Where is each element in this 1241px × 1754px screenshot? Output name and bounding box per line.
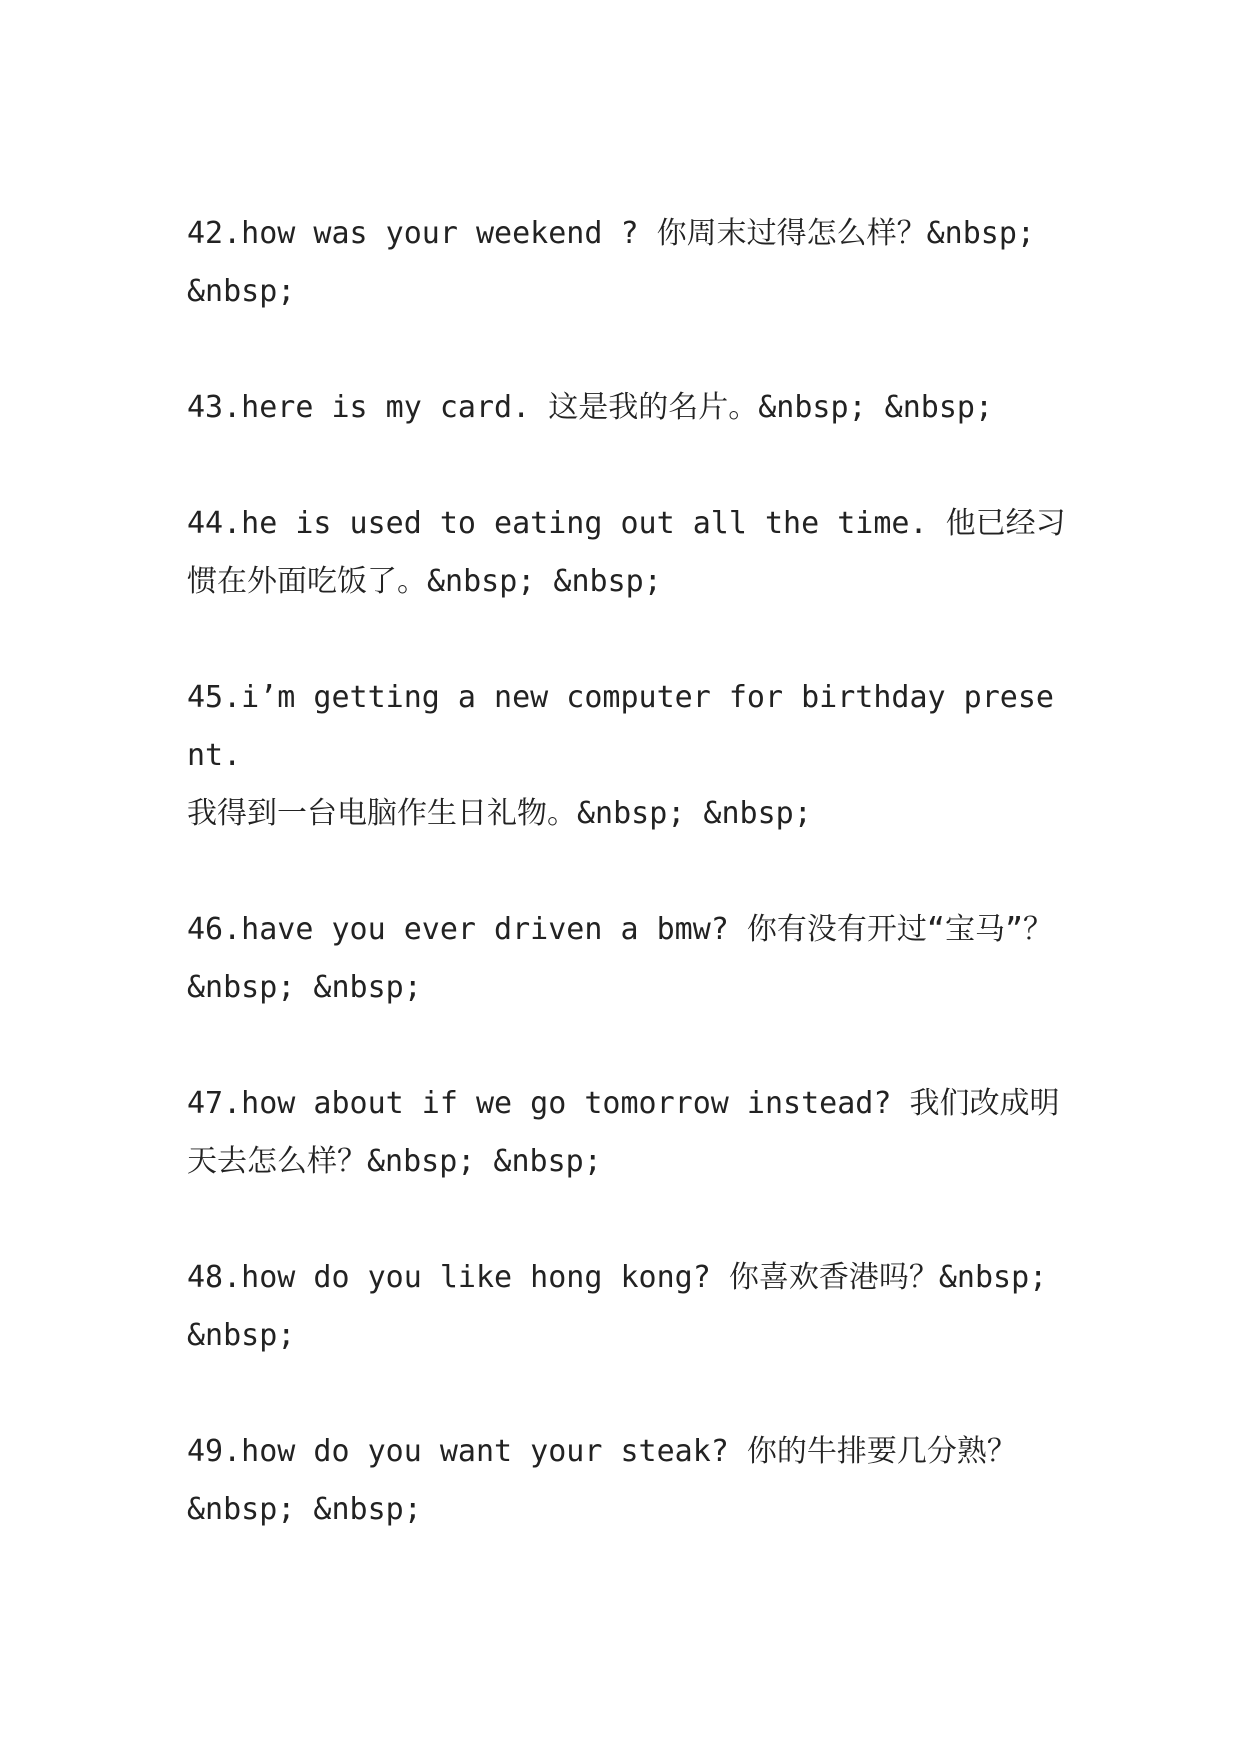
phrase-entry-43: 43.here is my card. 这是我的名片。&nbsp; &nbsp; [187,390,994,425]
phrase-entry-42: 42.how was your weekend ? 你周末过得怎么样？&nbsp; &nbsp; [187,216,1035,309]
phrase-entry-44: 44.he is used to eating out all the time. 他已经习 惯在外面吃饭了。&nbsp; &nbsp; [187,506,1066,599]
phrase-entry-48: 48.how do you like hong kong? 你喜欢香港吗？&nbsp; &nbsp; [187,1260,1048,1353]
phrase-entry-45: 45.i’m getting a new computer for birthday present. 我得到一台电脑作生日礼物。&nbsp; &nbsp; [187,680,1054,831]
phrase-entry-47: 47.how about if we go tomorrow instead? 我们改成明 天去怎么样？&nbsp; &nbsp; [187,1086,1060,1179]
document-body [187,205,1067,1597]
phrase-entry-46: 46.have you ever driven a bmw? 你有没有开过“宝马”？ &nbsp; &nbsp; [187,912,1054,1005]
phrase-entry-49: 49.how do you want your steak? 你的牛排要几分熟？ &nbsp; &nbsp; [187,1434,1017,1527]
